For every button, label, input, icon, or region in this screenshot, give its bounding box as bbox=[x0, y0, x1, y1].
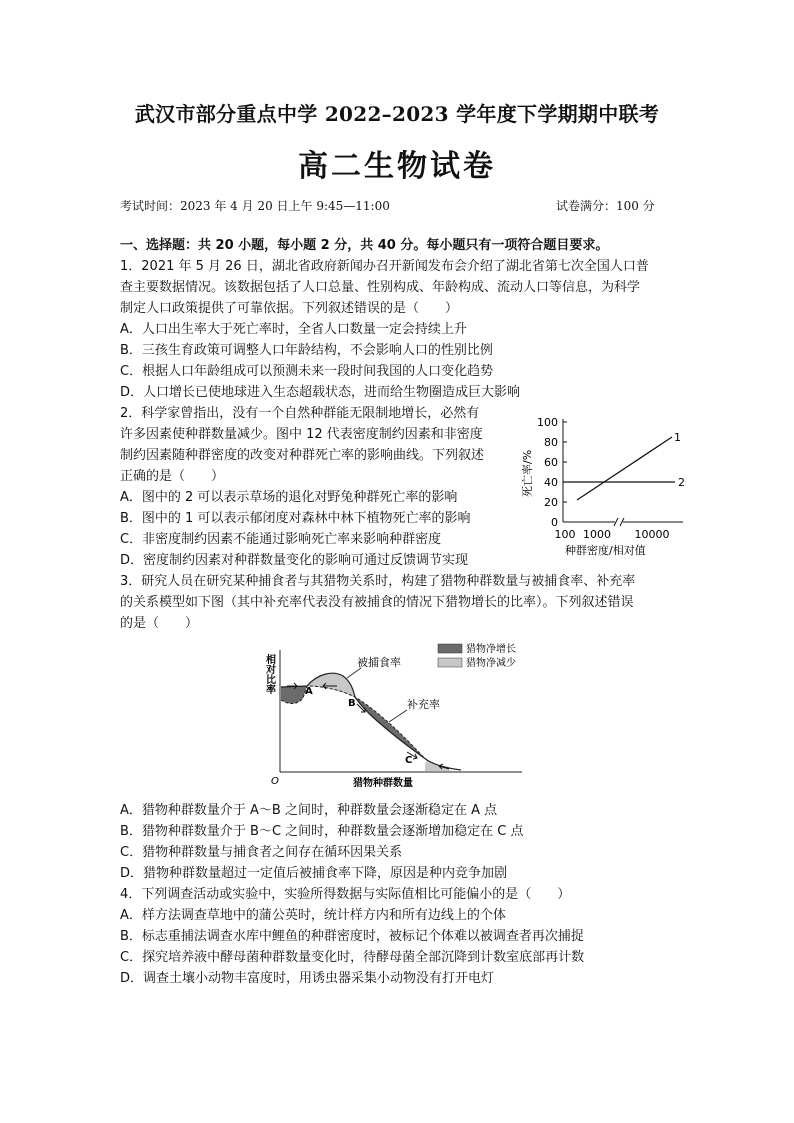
q3-option-c: C．猎物种群数量与捕食者之间存在循环因果关系 bbox=[120, 845, 403, 860]
y-tick-label: 40 bbox=[544, 476, 558, 489]
origin-label: O bbox=[271, 776, 279, 787]
y-tick-label: 20 bbox=[544, 496, 558, 509]
q2-option-a: A．图中的 2 可以表示草场的退化对野兔种群死亡率的影响 bbox=[120, 490, 458, 505]
q3-option-a: A．猎物种群数量介于 A～B 之间时，种群数量会逐渐稳定在 A 点 bbox=[120, 803, 498, 818]
q1-option-c: C．根据人口年龄组成可以预测未来一段时间我国的人口变化趋势 bbox=[120, 364, 494, 379]
x-axis-title: 猎物种群数量 bbox=[353, 778, 413, 789]
q3-stem-line: 3．研究人员在研究某种捕食者与其猎物关系时，构建了猎物种群数量与被捕食率、补充率 bbox=[120, 574, 636, 589]
series-1-label: 1 bbox=[674, 431, 681, 444]
exam-title: 武汉市部分重点中学 2022–2023 学年度下学期期中联考 bbox=[134, 102, 660, 126]
y-tick-label: 100 bbox=[537, 416, 558, 429]
legend-label-increase: 猎物净增长 bbox=[466, 644, 516, 655]
legend-swatch-decrease bbox=[438, 658, 462, 667]
q4-stem-line: 4．下列调查活动或实验中，实验所得数据与实际值相比可能偏小的是（ ） bbox=[120, 887, 571, 902]
leader-line bbox=[347, 668, 361, 678]
legend-label-decrease: 猎物净减少 bbox=[466, 658, 516, 669]
section-heading: 一、选择题：共 20 小题，每小题 2 分，共 40 分。每小题只有一项符合题目要求。 bbox=[120, 238, 609, 253]
y-tick-label: 80 bbox=[544, 436, 558, 449]
series-1-line bbox=[577, 437, 672, 500]
leader-line bbox=[389, 710, 407, 722]
mortality-chart bbox=[515, 405, 695, 560]
exam-subject-title: 高二生物试卷 bbox=[298, 149, 496, 184]
q1-option-a: A．人口出生率大于死亡率时，全省人口数量一定会持续上升 bbox=[120, 322, 467, 337]
q4-option-c: C．探究培养液中酵母菌种群数量变化时，待酵母菌全部沉降到计数室底部再计数 bbox=[120, 950, 585, 965]
series-2-label: 2 bbox=[678, 476, 685, 489]
q1-stem-line: 1．2021 年 5 月 26 日，湖北省政府新闻办召开新闻发布会介绍了湖北省第七次全国人口普 bbox=[120, 259, 649, 274]
point-a-label: A bbox=[305, 686, 313, 697]
q4-option-b: B．标志重捕法调查水库中鲤鱼的种群密度时，被标记个体难以被调查者再次捕捉 bbox=[120, 929, 584, 944]
q3-stem-line: 的是（ ） bbox=[120, 616, 199, 631]
q3-option-d: D．猎物种群数量超过一定值后被捕食率下降，原因是种内竞争加剧 bbox=[120, 866, 508, 881]
full-score: 试卷满分：100 分 bbox=[556, 199, 655, 213]
q1-option-b: B．三孩生育政策可调整人口年龄结构，不会影响人口的性别比例 bbox=[120, 343, 493, 358]
q2-option-b: B．图中的 1 可以表示郁闭度对森林中林下植物死亡率的影响 bbox=[120, 511, 471, 526]
q4-option-a: A．样方法调查草地中的蒲公英时，统计样方内和所有边线上的个体 bbox=[120, 908, 506, 923]
x-tick-label: 1000 bbox=[583, 528, 611, 541]
predation-model-chart bbox=[257, 640, 529, 790]
q3-option-b: B．猎物种群数量介于 B～C 之间时，种群数量会逐渐增加稳定在 C 点 bbox=[120, 824, 524, 839]
net-decrease-area bbox=[307, 673, 355, 697]
q1-option-d: D．人口增长已使地球进入生态超载状态，进而给生物圈造成巨大影响 bbox=[120, 385, 521, 400]
replenishment-rate-label: 补充率 bbox=[407, 698, 440, 711]
y-tick-label: 60 bbox=[544, 456, 558, 469]
x-axis-title: 种群密度/相对值 bbox=[565, 544, 646, 557]
exam-time: 考试时间：2023 年 4 月 20 日上午 9:45—11:00 bbox=[120, 199, 390, 213]
q1-stem-line: 制定人口政策提供了可靠依据。下列叙述错误的是（ ） bbox=[120, 301, 459, 316]
q3-stem-line: 的关系模型如下图（其中补充率代表没有被捕食的情况下猎物增长的比率）。下列叙述错误 bbox=[120, 595, 634, 610]
q2-stem-line: 正确的是（ ） bbox=[120, 469, 225, 484]
y-axis-title: 相对比率 bbox=[263, 654, 275, 694]
x-tick-label: 10000 bbox=[634, 528, 670, 541]
y-tick-label: 0 bbox=[551, 516, 558, 529]
q2-option-d: D．密度制约因素对种群数量变化的影响可通过反馈调节实现 bbox=[120, 553, 469, 568]
q2-option-c: C．非密度制约因素不能通过影响死亡率来影响种群密度 bbox=[120, 532, 442, 547]
predation-rate-label: 被捕食率 bbox=[357, 656, 401, 669]
point-b-label: B bbox=[348, 698, 356, 709]
q4-option-d: D．调查土壤小动物丰富度时，用诱虫器采集小动物没有打开电灯 bbox=[120, 971, 495, 986]
x-tick-label: 100 bbox=[554, 528, 576, 541]
q2-stem-line: 制约因素随种群密度的改变对种群死亡率的影响曲线。下列叙述 bbox=[120, 448, 485, 463]
q2-stem-line: 许多因素使种群数量减少。图中 12 代表密度制约因素和非密度 bbox=[120, 427, 483, 442]
q1-stem-line: 查主要数据情况。该数据包括了人口总量、性别构成、年龄构成、流动人口等信息，为科学 bbox=[120, 280, 641, 295]
legend-swatch-increase bbox=[438, 644, 462, 653]
y-axis-title: 死亡率/% bbox=[521, 449, 534, 497]
q2-stem-line: 2．科学家曾指出，没有一个自然种群能无限制地增长，必然有 bbox=[120, 406, 480, 421]
point-c-label: C bbox=[405, 755, 413, 766]
